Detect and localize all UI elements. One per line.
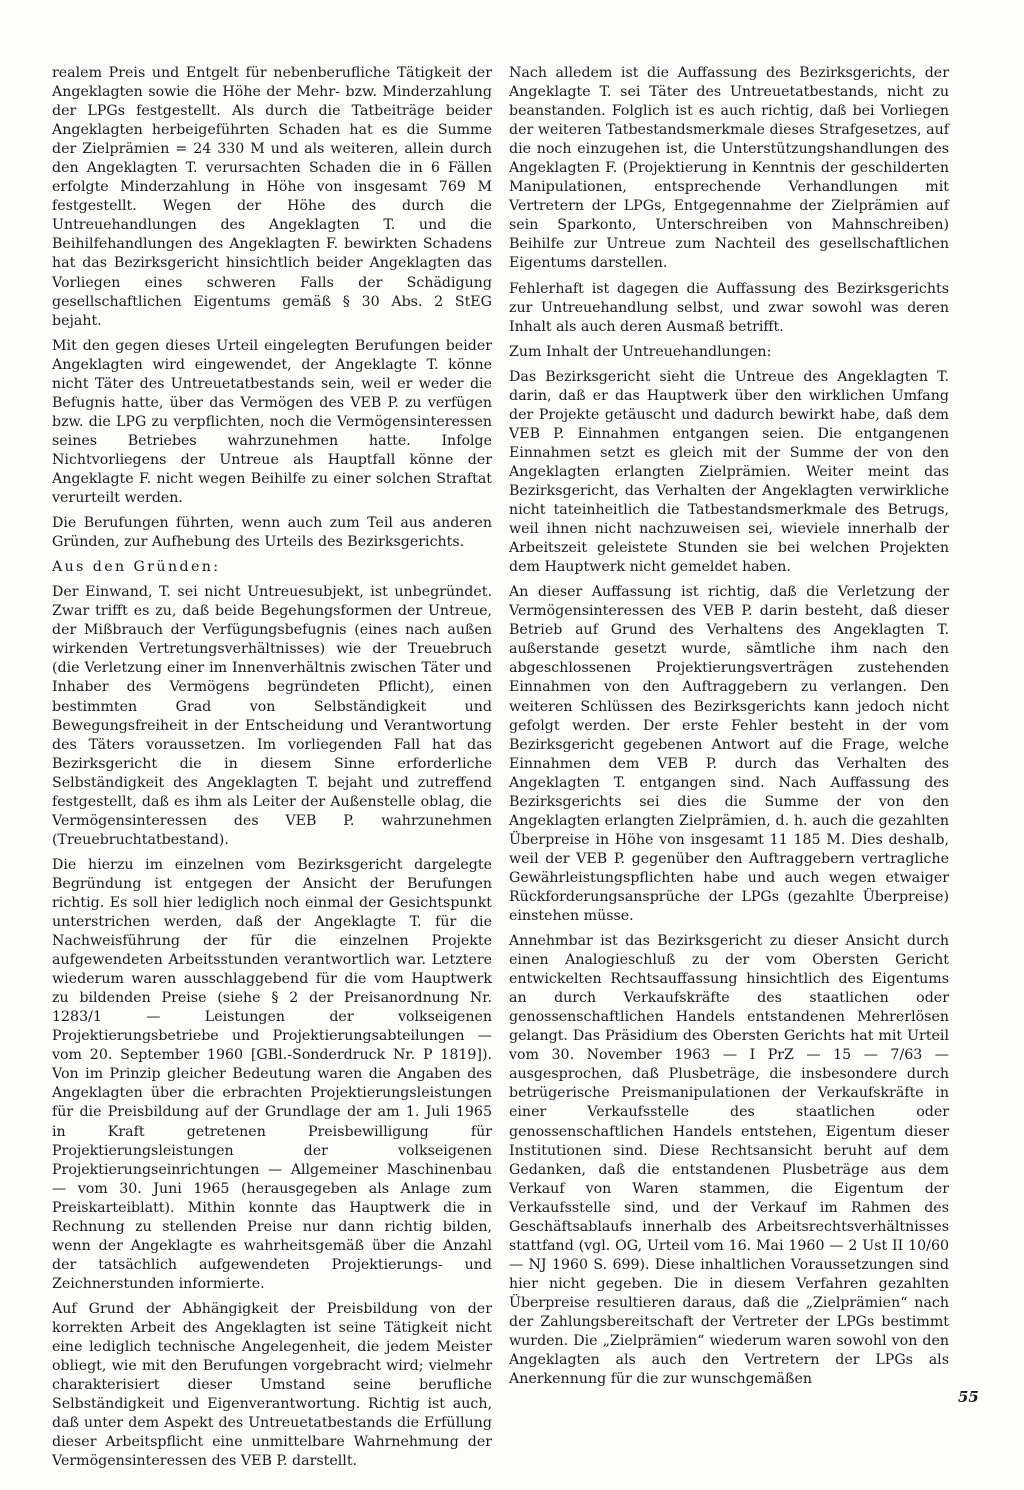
right-column [509, 64, 949, 1395]
paragraph: Annehmbar ist das Bezirksgericht zu dieser Ansicht durch einen Analogieschluß zu der vom Obersten Gericht entwickelten Rechtsauffassung hinsichtlich des Eigentums an durch Verkaufskräfte des staatlichen oder genossenschaftlichen Handels entstandenen Mehrerlösen gelangt. Das Präsidium des Obersten Gerichts hat mit Urteil vom 30. November 1963 — I PrZ — 15 — 7/63 — ausgesprochen, daß Plusbeträge, die insbesondere durch betrügerische Preismanipulationen der Verkaufskräfte in einer Verkaufsstelle des staatlichen oder genossenschaftlichen Handels entstehen, Eigentum dieser Institutionen sind. Diese Rechtsansicht beruht auf dem Gedanken, daß die entstandenen Plusbeträge aus dem Verkauf von Waren stammen, die Eigentum der Verkaufsstelle sind, und der Verkauf im Rahmen des Geschäftsablaufs innerhalb des Arbeitsrechtsverhältnisses stattfand (vgl. OG, Urteil vom 16. Mai 1960 — 2 Ust II 10/60 — NJ 1960 S. 699). Diese inhaltlichen Voraussetzungen sind hier nicht gegeben. Die in diesem Verfahren gezahlten Überpreise resultieren daraus, daß die „Zielprämien“ nach der Zahlungsbereitschaft der Vertreter der LPGs bestimmt wurden. Die „Zielprämien“ wiederum waren sowohl von den Angeklagten als auch den Vertretern der LPGs als Anerkennung für die zur wunschgemäßen [509, 933, 949, 1388]
paragraph: Der Einwand, T. sei nicht Untreuesubjekt, ist unbegründet. Zwar trifft es zu, daß beide Begehungsformen der Untreue, der Mißbrauch der Verfügungsbefugnis (eines nach außen wirkenden Vertretungsverhältnisses) wie der Treuebruch (die Verletzung einer im Innenverhältnis zwischen Täter und Inhaber des Vermögens begründeten Pflicht), einen bestimmten Grad von Selbständigkeit und Bewegungsfreiheit in der Entscheidung und Verantwortung des Täters voraussetzen. Im vorliegenden Fall hat das Bezirksgericht die in diesem Sinne erforderliche Selbständigkeit des Angeklagten T. bejaht und zutreffend festgestellt, daß es ihm als Leiter der Außenstelle oblag, die Vermögensinteressen des VEB P. wahrzunehmen (Treuebruchtatbestand). [52, 584, 492, 848]
paragraph: realem Preis und Entgelt für nebenberufliche Tätigkeit der Angeklagten sowie die Höhe der Mehr- bzw. Minderzahlung der LPGs festgestellt. Als durch die Tatbeiträge beider Angeklagten herbeigeführten Schaden hat es die Summe der Zielprämien = 24 330 M und als weiteren, allein durch den Angeklagten T. verursachten Schaden die in 6 Fällen erfolgte Minderzahlung in Höhe von insgesamt 769 M festgestellt. Wegen der Höhe des durch die Untreuehandlungen des Angeklagten T. und die Beihilfehandlungen des Angeklagten F. bewirkten Schadens hat das Bezirksgericht hinsichtlich beider Angeklagten das Vorliegen eines schweren Falls der Schädigung gesellschaftlichen Eigentums gemäß § 30 Abs. 2 StEG bejaht. [52, 65, 492, 329]
left-column [52, 64, 492, 1477]
paragraph: Das Bezirksgericht sieht die Untreue des Angeklagten T. darin, daß er das Hauptwerk über den wirklichen Umfang der Projekte getäuscht und dadurch bewirkt habe, daß dem VEB P. Einnahmen entgangen seien. Die entgangenen Einnahmen setzt es gleich mit der Summe der von den Angeklagten erlangten Zielprämien. Weiter meint das Bezirksgericht, das Verhalten der Angeklagten verwirkliche nicht tateinheitlich die Tatbestandsmerkmale des Betrugs, weil ihnen nicht nachzuweisen sei, wieviele innerhalb der Arbeitszeit geleistete Stunden sie bei welchen Projekten dem Hauptwerk nicht gemeldet haben. [509, 368, 949, 576]
paragraph: Fehlerhaft ist dagegen die Auffassung des Bezirksgerichts zur Untreuehandlung selbst, und zwar sowohl was deren Inhalt als auch deren Ausmaß betrifft. [509, 280, 949, 335]
paragraph: Die Berufungen führten, wenn auch zum Teil aus anderen Gründen, zur Aufhebung des Urteils des Bezirksgerichts. [52, 515, 492, 551]
paragraph: An dieser Auffassung ist richtig, daß die Verletzung der Vermögensinteressen des VEB P. darin besteht, daß dieser Betrieb auf Grund des Verhaltens des Angeklagten T. außerstande gesetzt wurde, sämtliche ihm nach den abgeschlossenen Projektierungsverträgen zustehenden Einnahmen von den Auftraggebern zu verlangen. Den weiteren Schlüssen des Bezirksgerichts kann jedoch nicht gefolgt werden. Der erste Fehler besteht in der vom Bezirksgericht gegebenen Antwort auf die Frage, welche Einnahmen dem VEB P. durch das Verhalten des Angeklagten T. entgangen sind. Nach Auffassung des Bezirksgerichts sei dies die Summe der von den Angeklagten erlangten Zielprämien, d. h. auch die gezahlten Überpreise in Höhe von insgesamt 11 185 M. Dies deshalb, weil der VEB P. gegenüber den Auftraggebern vertragliche Gewährleistungspflichten habe und auch wegen etwaiger Rückforderungsansprüche der LPGs (gezahlte Überpreise) einstehen müsse. [509, 584, 949, 925]
paragraph: Die hierzu im einzelnen vom Bezirksgericht dargelegte Begründung ist entgegen der Ansicht der Berufungen richtig. Es soll hier lediglich noch einmal der Gesichtspunkt unterstrichen werden, daß der Angeklagte T. für die Nachweisführung der für die einzelnen Projekte aufgewendeten Arbeitsstunden verantwortlich war. Letztere wiederum waren ausschlaggebend für die vom Hauptwerk zu bildenden Preise (siehe § 2 der Preisanordnung Nr. 1283/1 — Leistungen der volkseigenen Projektierungsbetriebe und Projektierungsabteilungen — vom 20. September 1960 [GBl.-Sonderdruck Nr. P 1819]). Von im Prinzip gleicher Bedeutung waren die Angaben des Angeklagten über die erbrachten Projektierungsleistungen für die Preisbildung auf der Grundlage der am 1. Juli 1965 in Kraft getretenen Preisbewilligung für Projektierungsleistungen der volkseigenen Projektierungseinrichtungen — Allgemeiner Maschinenbau — vom 30. Juni 1965 (herausgegeben als Anlage zum Preiskarteiblatt). Mithin konnte das Hauptwerk die in Rechnung zu stellenden Preise nur dann richtig bilden, wenn der Angeklagte es wahrheitsgemäß über die Anzahl der tatsächlich aufgewendeten Projektierungs- und Zeichnerstunden informierte. [52, 856, 492, 1292]
section-heading: Zum Inhalt der Untreuehandlungen: [509, 343, 772, 360]
paragraph: Auf Grund der Abhängigkeit der Preisbildung von der korrekten Arbeit des Angeklagten ist seine Tätigkeit nicht eine lediglich technische Angelegenheit, die jedem Meister obliegt, wie mit den Berufungen vorgebracht wird; vielmehr charakterisiert dieser Umstand seine berufliche Selbständigkeit und Eigenverantwortung. Richtig ist auch, daß unter dem Aspekt des Untreuetatbestands die Erfüllung dieser Arbeitspflicht eine unmittelbare Wahrnehmung der Vermögensinteressen des VEB P. darstellt. [52, 1300, 492, 1470]
paragraph: Mit den gegen dieses Urteil eingelegten Berufungen beider Angeklagten wird eingewendet, der Angeklagte T. könne nicht Täter des Untreuetatbestands sein, weil er weder die Befugnis hatte, über das Vermögen des VEB P. zu verfügen bzw. die LPG zu verpflichten, noch die Vermögensinteressen seines Betriebes wahrzunehmen hatte. Infolge Nichtvorliegens der Untreue als Hauptfall könne der Angeklagte F. nicht wegen Beihilfe zu einer solchen Straftat verurteilt werden. [52, 337, 492, 507]
paragraph: Nach alledem ist die Auffassung des Bezirksgerichts, der Angeklagte T. sei Täter des Untreuetatbestands, nicht zu beanstanden. Folglich ist es auch richtig, daß bei Vorliegen der weiteren Tatbestandsmerkmale dieses Strafgesetzes, auf die noch einzugehen ist, die Unterstützungshandlungen des Angeklagten F. (Projektierung in Kenntnis der geschilderten Manipulationen, entsprechende Verhandlungen mit Vertretern der LPGs, Entgegennahme der Zielprämien auf sein Sparkonto, Unterschreiben von Mahnschreiben) Beihilfe zur Untreue zum Nachteil des gesellschaftlichen Eigentums darstellen. [509, 65, 949, 272]
section-heading: Aus den Gründen: [52, 559, 221, 576]
page-number: 55 [958, 1388, 979, 1406]
